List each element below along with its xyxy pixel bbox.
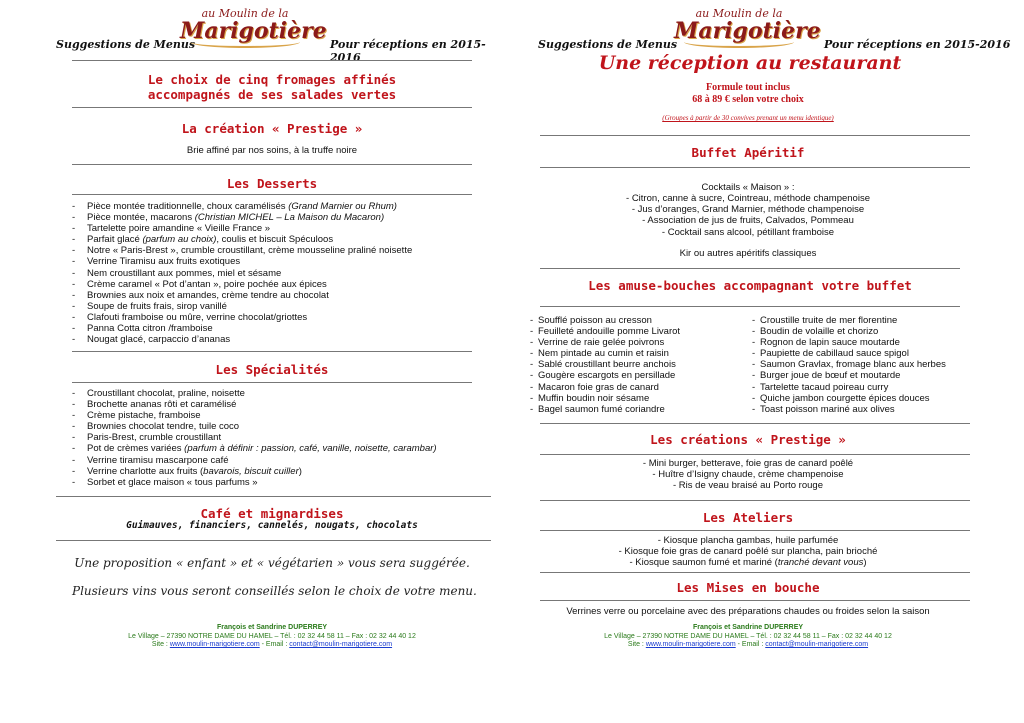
logo-swoosh xyxy=(684,36,794,48)
divider xyxy=(56,496,491,497)
specialites-list xyxy=(72,388,437,488)
amuse-title: Les amuse-bouches accompagnant votre buffet xyxy=(588,278,912,293)
specialite-item: - Verrine tiramisu mascarpone café xyxy=(72,455,437,466)
dessert-item: - Soupe de fruits frais, sirop vanillé xyxy=(72,301,412,312)
logo-swoosh xyxy=(190,36,300,48)
footer-address: Le Village – 27390 NOTRE DAME DU HAMEL – Tél. : 02 32 44 58 11 – Fax : 02 32 44 40 12 xyxy=(128,632,416,640)
cocktail-item: - Jus d’oranges, Grand Marnier, méthode champenoise xyxy=(631,204,865,216)
divider xyxy=(540,167,970,168)
amuse-item: - Feuilleté andouille pomme Livarot xyxy=(530,326,680,337)
fromages-title-1: Le choix de cinq fromages affinés xyxy=(147,72,397,87)
formule xyxy=(548,82,948,106)
specialite-item: - Paris-Brest, crumble croustillant xyxy=(72,432,437,443)
ateliers-title: Les Ateliers xyxy=(702,510,794,525)
logo-small-text: au Moulin de la xyxy=(695,7,783,20)
atelier-item: - Kiosque saumon fumé et mariné (tranché devant vous) xyxy=(629,557,867,569)
atelier-item: - Kiosque plancha gambas, huile parfumée xyxy=(657,535,839,546)
fromages-title-2: accompagnés de ses salades vertes xyxy=(147,87,397,102)
email-link[interactable]: contact@moulin-marigotiere.com xyxy=(765,641,869,648)
amuse-item: - Tartelette tacaud poireau curry xyxy=(752,382,946,393)
creation-item: - Huître d’Isigny chaude, crème champenoise xyxy=(652,469,844,481)
right-page xyxy=(512,0,1024,723)
divider xyxy=(72,164,472,165)
header-suggestions: Suggestions de Menus xyxy=(56,38,196,51)
desserts-list xyxy=(72,201,412,345)
amuse-item: - Quiche jambon courgette épices douces xyxy=(752,393,946,404)
formule-line-2: 68 à 89 € selon votre choix xyxy=(692,94,804,105)
amuse-item: - Saumon Gravlax, fromage blanc aux herbes xyxy=(752,359,946,370)
logo xyxy=(180,7,327,50)
cocktails-head: Cocktails « Maison » : xyxy=(701,182,795,193)
cocktail-item: - Cocktail sans alcool, pétillant framboise xyxy=(661,226,835,238)
kir-text: Kir ou autres apéritifs classiques xyxy=(679,248,817,259)
amuse-item: - Bagel saumon fumé coriandre xyxy=(530,404,680,415)
buffet-title: Buffet Apéritif xyxy=(691,145,805,160)
footer-name: François et Sandrine DUPERREY xyxy=(216,624,328,631)
amuse-item: - Rognon de lapin sauce moutarde xyxy=(752,337,946,348)
divider xyxy=(540,268,960,269)
footer xyxy=(72,624,472,650)
amuse-item: - Sablé croustillant beurre anchois xyxy=(530,359,680,370)
logo-small-text: au Moulin de la xyxy=(201,7,289,20)
amuse-left-list xyxy=(530,315,680,415)
dessert-item: - Brownies aux noix et amandes, crème tendre au chocolat xyxy=(72,290,412,301)
footer-address: Le Village – 27390 NOTRE DAME DU HAMEL – Tél. : 02 32 44 58 11 – Fax : 02 32 44 40 12 xyxy=(604,632,892,640)
groups-note: (Groupes à partir de 30 convives prenant un menu identique) xyxy=(662,114,834,122)
cocktail-item: - Citron, canne à sucre, Cointreau, méthode champenoise xyxy=(626,193,870,204)
mises-title: Les Mises en bouche xyxy=(676,580,820,595)
dessert-item: - Nougat glacé, carpaccio d’ananas xyxy=(72,334,412,345)
divider xyxy=(540,530,970,531)
specialite-item: - Pot de crèmes variées (parfum à définir : passion, café, vanille, noisette, carambar) xyxy=(72,443,437,454)
divider xyxy=(540,572,970,573)
dessert-item: - Parfait glacé (parfum au choix), coulis et biscuit Spéculoos xyxy=(72,234,412,245)
divider xyxy=(540,500,970,501)
cafe-title: Café et mignardises xyxy=(200,506,344,521)
amuse-right-list xyxy=(752,315,946,415)
divider xyxy=(72,351,472,352)
specialite-item: - Verrine charlotte aux fruits (bavarois, biscuit cuiller) xyxy=(72,466,437,477)
prestige-text: Brie affiné par nos soins, à la truffe noire xyxy=(186,145,358,156)
atelier-item: - Kiosque foie gras de canard poêlé sur plancha, pain brioché xyxy=(618,546,878,558)
dessert-item: - Pièce montée, macarons (Christian MICHEL – La Maison du Macaron) xyxy=(72,212,412,223)
divider xyxy=(540,454,970,455)
divider xyxy=(72,382,472,383)
footer-email-label: - Email : xyxy=(259,641,290,648)
cocktail-item: - Association de jus de fruits, Calvados, Pommeau xyxy=(642,215,854,227)
logo xyxy=(674,7,821,50)
specialites-title: Les Spécialités xyxy=(215,362,329,377)
divider xyxy=(540,423,970,424)
ateliers-list xyxy=(548,535,948,569)
cocktails-list xyxy=(548,193,948,238)
divider xyxy=(540,306,960,307)
proposition-text: Une proposition « enfant » et « végétarien » vous sera suggérée. xyxy=(74,556,470,570)
dessert-item: - Pièce montée traditionnelle, choux caramélisés (Grand Marnier ou Rhum) xyxy=(72,201,412,212)
divider xyxy=(540,135,970,136)
email-link[interactable]: contact@moulin-marigotiere.com xyxy=(289,641,393,648)
footer-contact xyxy=(548,641,948,650)
logo-big-text: Marigotière xyxy=(180,18,327,44)
desserts-title: Les Desserts xyxy=(226,176,318,191)
header-suggestions: Suggestions de Menus xyxy=(538,38,678,51)
divider xyxy=(72,194,472,195)
specialite-item: - Croustillant chocolat, praline, noisette xyxy=(72,388,437,399)
amuse-item: - Paupiette de cabillaud sauce spigol xyxy=(752,348,946,359)
dessert-item: - Panna Cotta citron /framboise xyxy=(72,323,412,334)
vins-text: Plusieurs vins vous seront conseillés selon le choix de votre menu. xyxy=(72,584,477,598)
footer-name: François et Sandrine DUPERREY xyxy=(692,624,804,631)
footer-contact xyxy=(72,641,472,650)
dessert-item: - Verrine Tiramisu aux fruits exotiques xyxy=(72,256,412,267)
creation-item: - Ris de veau braisé au Porto rouge xyxy=(673,480,823,492)
dessert-item: - Crème caramel « Pot d’antan », poire pochée aux épices xyxy=(72,279,412,290)
dessert-item: - Notre « Paris-Brest », crumble croustillant, crème mousseline praliné noisette xyxy=(72,245,412,256)
specialite-item: - Sorbet et glace maison « tous parfums » xyxy=(72,477,437,488)
dessert-item: - Nem croustillant aux pommes, miel et sésame xyxy=(72,268,412,279)
logo-big-text: Marigotière xyxy=(674,18,821,44)
amuse-item: - Boudin de volaille et chorizo xyxy=(752,326,946,337)
divider xyxy=(540,600,970,601)
divider xyxy=(72,107,472,108)
amuse-item: - Gougère escargots en persillade xyxy=(530,370,680,381)
footer-site-label: Site : xyxy=(151,641,170,648)
dessert-item: - Tartelette poire amandine « Vieille France » xyxy=(72,223,412,234)
amuse-item: - Toast poisson mariné aux olives xyxy=(752,404,946,415)
big-title: Une réception au restaurant xyxy=(598,52,902,74)
formule-line-1: Formule tout inclus xyxy=(706,82,790,93)
amuse-item: - Soufflé poisson au cresson xyxy=(530,315,680,326)
amuse-item: - Macaron foie gras de canard xyxy=(530,382,680,393)
amuse-item: - Muffin boudin noir sésame xyxy=(530,393,680,404)
specialite-item: - Brochette ananas rôti et caramélisé xyxy=(72,399,437,410)
divider xyxy=(56,540,491,541)
specialite-item: - Crème pistache, framboise xyxy=(72,410,437,421)
specialite-item: - Brownies chocolat tendre, tuile coco xyxy=(72,421,437,432)
creation-item: - Mini burger, betterave, foie gras de canard poêlé xyxy=(642,458,854,469)
footer xyxy=(548,624,948,650)
amuse-item: - Croustille truite de mer florentine xyxy=(752,315,946,326)
site-link[interactable]: www.moulin-marigotiere.com xyxy=(645,641,736,648)
amuse-item: - Burger joue de bœuf et moutarde xyxy=(752,370,946,381)
footer-email-label: - Email : xyxy=(735,641,766,648)
amuse-item: - Verrine de raie gelée poivrons xyxy=(530,337,680,348)
site-link[interactable]: www.moulin-marigotiere.com xyxy=(169,641,260,648)
footer-site-label: Site : xyxy=(627,641,646,648)
divider xyxy=(72,60,472,61)
creations-list xyxy=(548,458,948,492)
header-receptions: Pour réceptions en 2015-2016 xyxy=(824,38,1011,51)
dessert-item: - Clafouti framboise ou mûre, verrine chocolat/griottes xyxy=(72,312,412,323)
amuse-item: - Nem pintade au cumin et raisin xyxy=(530,348,680,359)
header-receptions: Pour réceptions en 2015-2016 xyxy=(330,38,486,64)
mises-text: Verrines verre ou porcelaine avec des préparations chaudes ou froides selon la saison xyxy=(566,606,930,617)
prestige-title: La création « Prestige » xyxy=(181,121,363,136)
creations-title: Les créations « Prestige » xyxy=(650,432,846,447)
cafe-subtitle: Guimauves, financiers, cannelés, nougats, chocolats xyxy=(126,520,418,531)
